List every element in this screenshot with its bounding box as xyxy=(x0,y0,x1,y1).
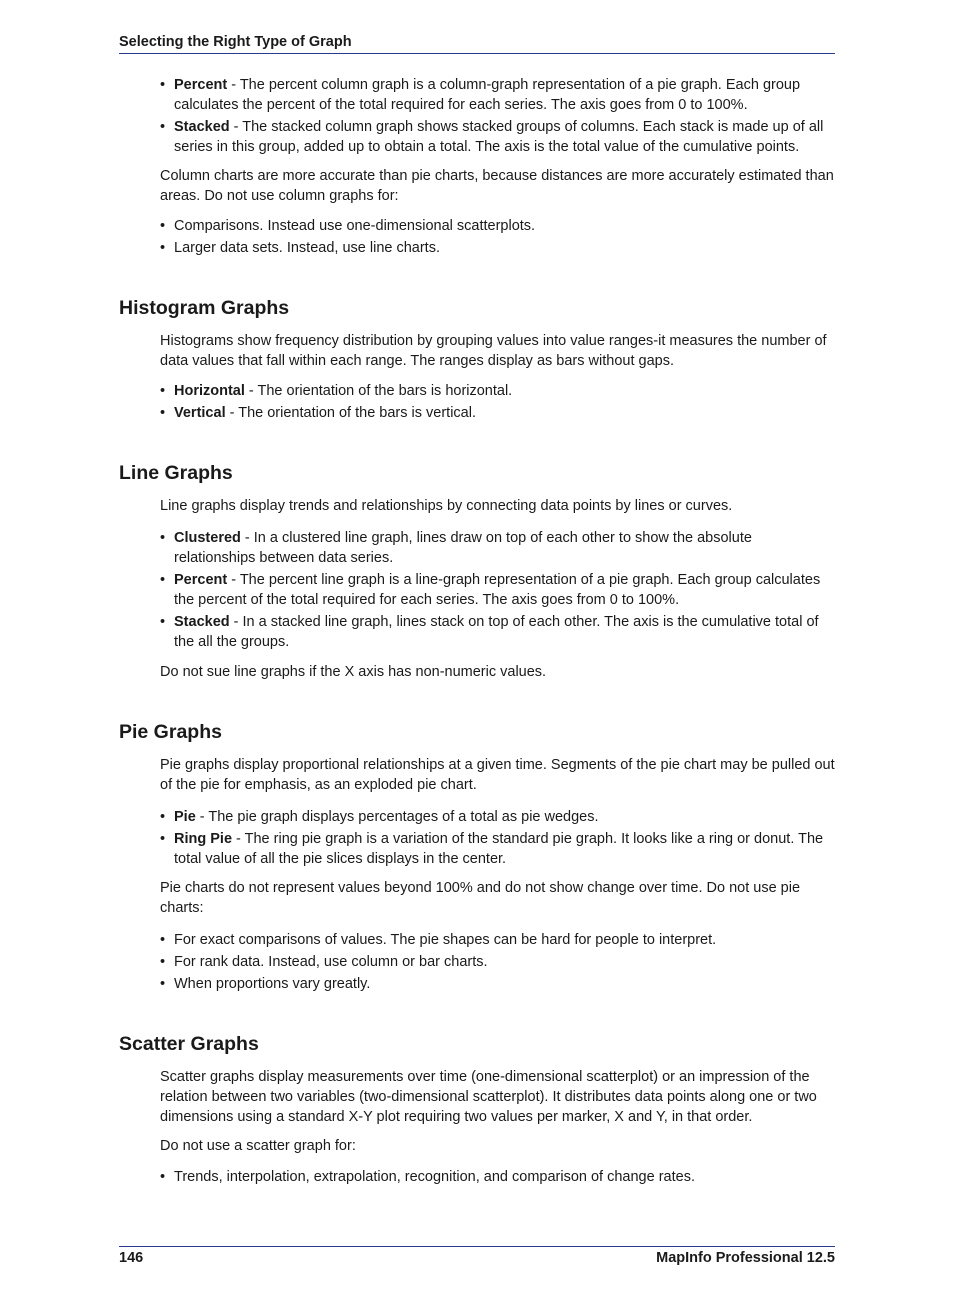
column-type-list xyxy=(160,75,835,157)
list-item: • Horizontal - The orientation of the bars is horizontal. xyxy=(160,383,513,399)
list-item: • Clustered - In a clustered line graph, lines draw on top of each other to show the absolute relationships between data series. xyxy=(160,530,752,566)
running-footer xyxy=(119,1246,835,1266)
list-item: • Ring Pie - The ring pie graph is a variation of the standard pie graph. It looks like a ring or donut. The total value of all the pie slices displays in the center. xyxy=(160,831,824,867)
list-item: • Stacked - In a stacked line graph, lines stack on top of each other. The axis is the cumulative total of the all the groups. xyxy=(160,614,819,650)
line-heading: Line Graphs xyxy=(119,462,233,484)
scatter-paragraph: Scatter graphs display measurements over time (one-dimensional scatterplot) or an impression of the relation between two variables (two-dimensional scatterplot). It distributes data points along one or two dimensions using a standard X-Y plot requiring two values per marker, X and Y, in that order. xyxy=(160,1069,817,1125)
histogram-paragraph: Histograms show frequency distribution by grouping values into value ranges-it measures the number of data values that fall within each range. The ranges display as bars without gaps. xyxy=(160,333,827,369)
list-item: • Percent - The percent column graph is a column-graph representation of a pie graph. Each group calculates the percent of the total required for each series. The axis goes from 0 to 100%. xyxy=(160,77,801,113)
pie-heading: Pie Graphs xyxy=(119,721,222,743)
scatter-heading: Scatter Graphs xyxy=(119,1033,259,1055)
header-title: Selecting the Right Type of Graph xyxy=(119,34,352,50)
scatter-avoid-list xyxy=(160,1167,835,1187)
line-paragraph: Line graphs display trends and relationships by connecting data points by lines or curves. xyxy=(160,498,733,514)
list-item: • Percent - The percent line graph is a line-graph representation of a pie graph. Each group calculates the percent of the total required for each series. The axis goes from 0 to 100%. xyxy=(160,572,821,608)
page-content xyxy=(119,75,835,1189)
list-item: • Comparisons. Instead use one-dimensional scatterplots. xyxy=(160,218,536,234)
column-avoid-list xyxy=(160,216,835,258)
running-header xyxy=(119,34,835,54)
list-item: • When proportions vary greatly. xyxy=(160,976,371,992)
list-item: • For exact comparisons of values. The pie shapes can be hard for people to interpret. xyxy=(160,932,717,948)
list-item: • Trends, interpolation, extrapolation, recognition, and comparison of change rates. xyxy=(160,1169,695,1185)
list-item: • Pie - The pie graph displays percentages of a total as pie wedges. xyxy=(160,809,599,825)
product-name: MapInfo Professional 12.5 xyxy=(656,1250,835,1266)
histogram-list xyxy=(160,381,835,423)
scatter-paragraph-2: Do not use a scatter graph for: xyxy=(160,1138,356,1154)
list-item: • Stacked - The stacked column graph shows stacked groups of columns. Each stack is made up of all series in this group, added up to obtain a total. The axis is the total value of the cumulative points. xyxy=(160,119,824,155)
list-item: • Vertical - The orientation of the bars is vertical. xyxy=(160,405,476,421)
histogram-heading: Histogram Graphs xyxy=(119,297,290,319)
pie-paragraph: Pie graphs display proportional relationships at a given time. Segments of the pie chart may be pulled out of the pie for emphasis, as an exploded pie chart. xyxy=(160,757,835,793)
pie-paragraph-2: Pie charts do not represent values beyond 100% and do not show change over time. Do not use pie charts: xyxy=(160,880,801,916)
list-item: • Larger data sets. Instead, use line charts. xyxy=(160,240,440,256)
pie-avoid-list xyxy=(160,930,835,994)
line-paragraph-2: Do not sue line graphs if the X axis has non-numeric values. xyxy=(160,664,547,680)
pie-list xyxy=(160,807,835,869)
page-number: 146 xyxy=(119,1250,144,1266)
line-list xyxy=(160,528,835,652)
column-paragraph: Column charts are more accurate than pie charts, because distances are more accurately estimated than areas. Do not use column graphs for: xyxy=(160,168,834,204)
list-item: • For rank data. Instead, use column or bar charts. xyxy=(160,954,488,970)
